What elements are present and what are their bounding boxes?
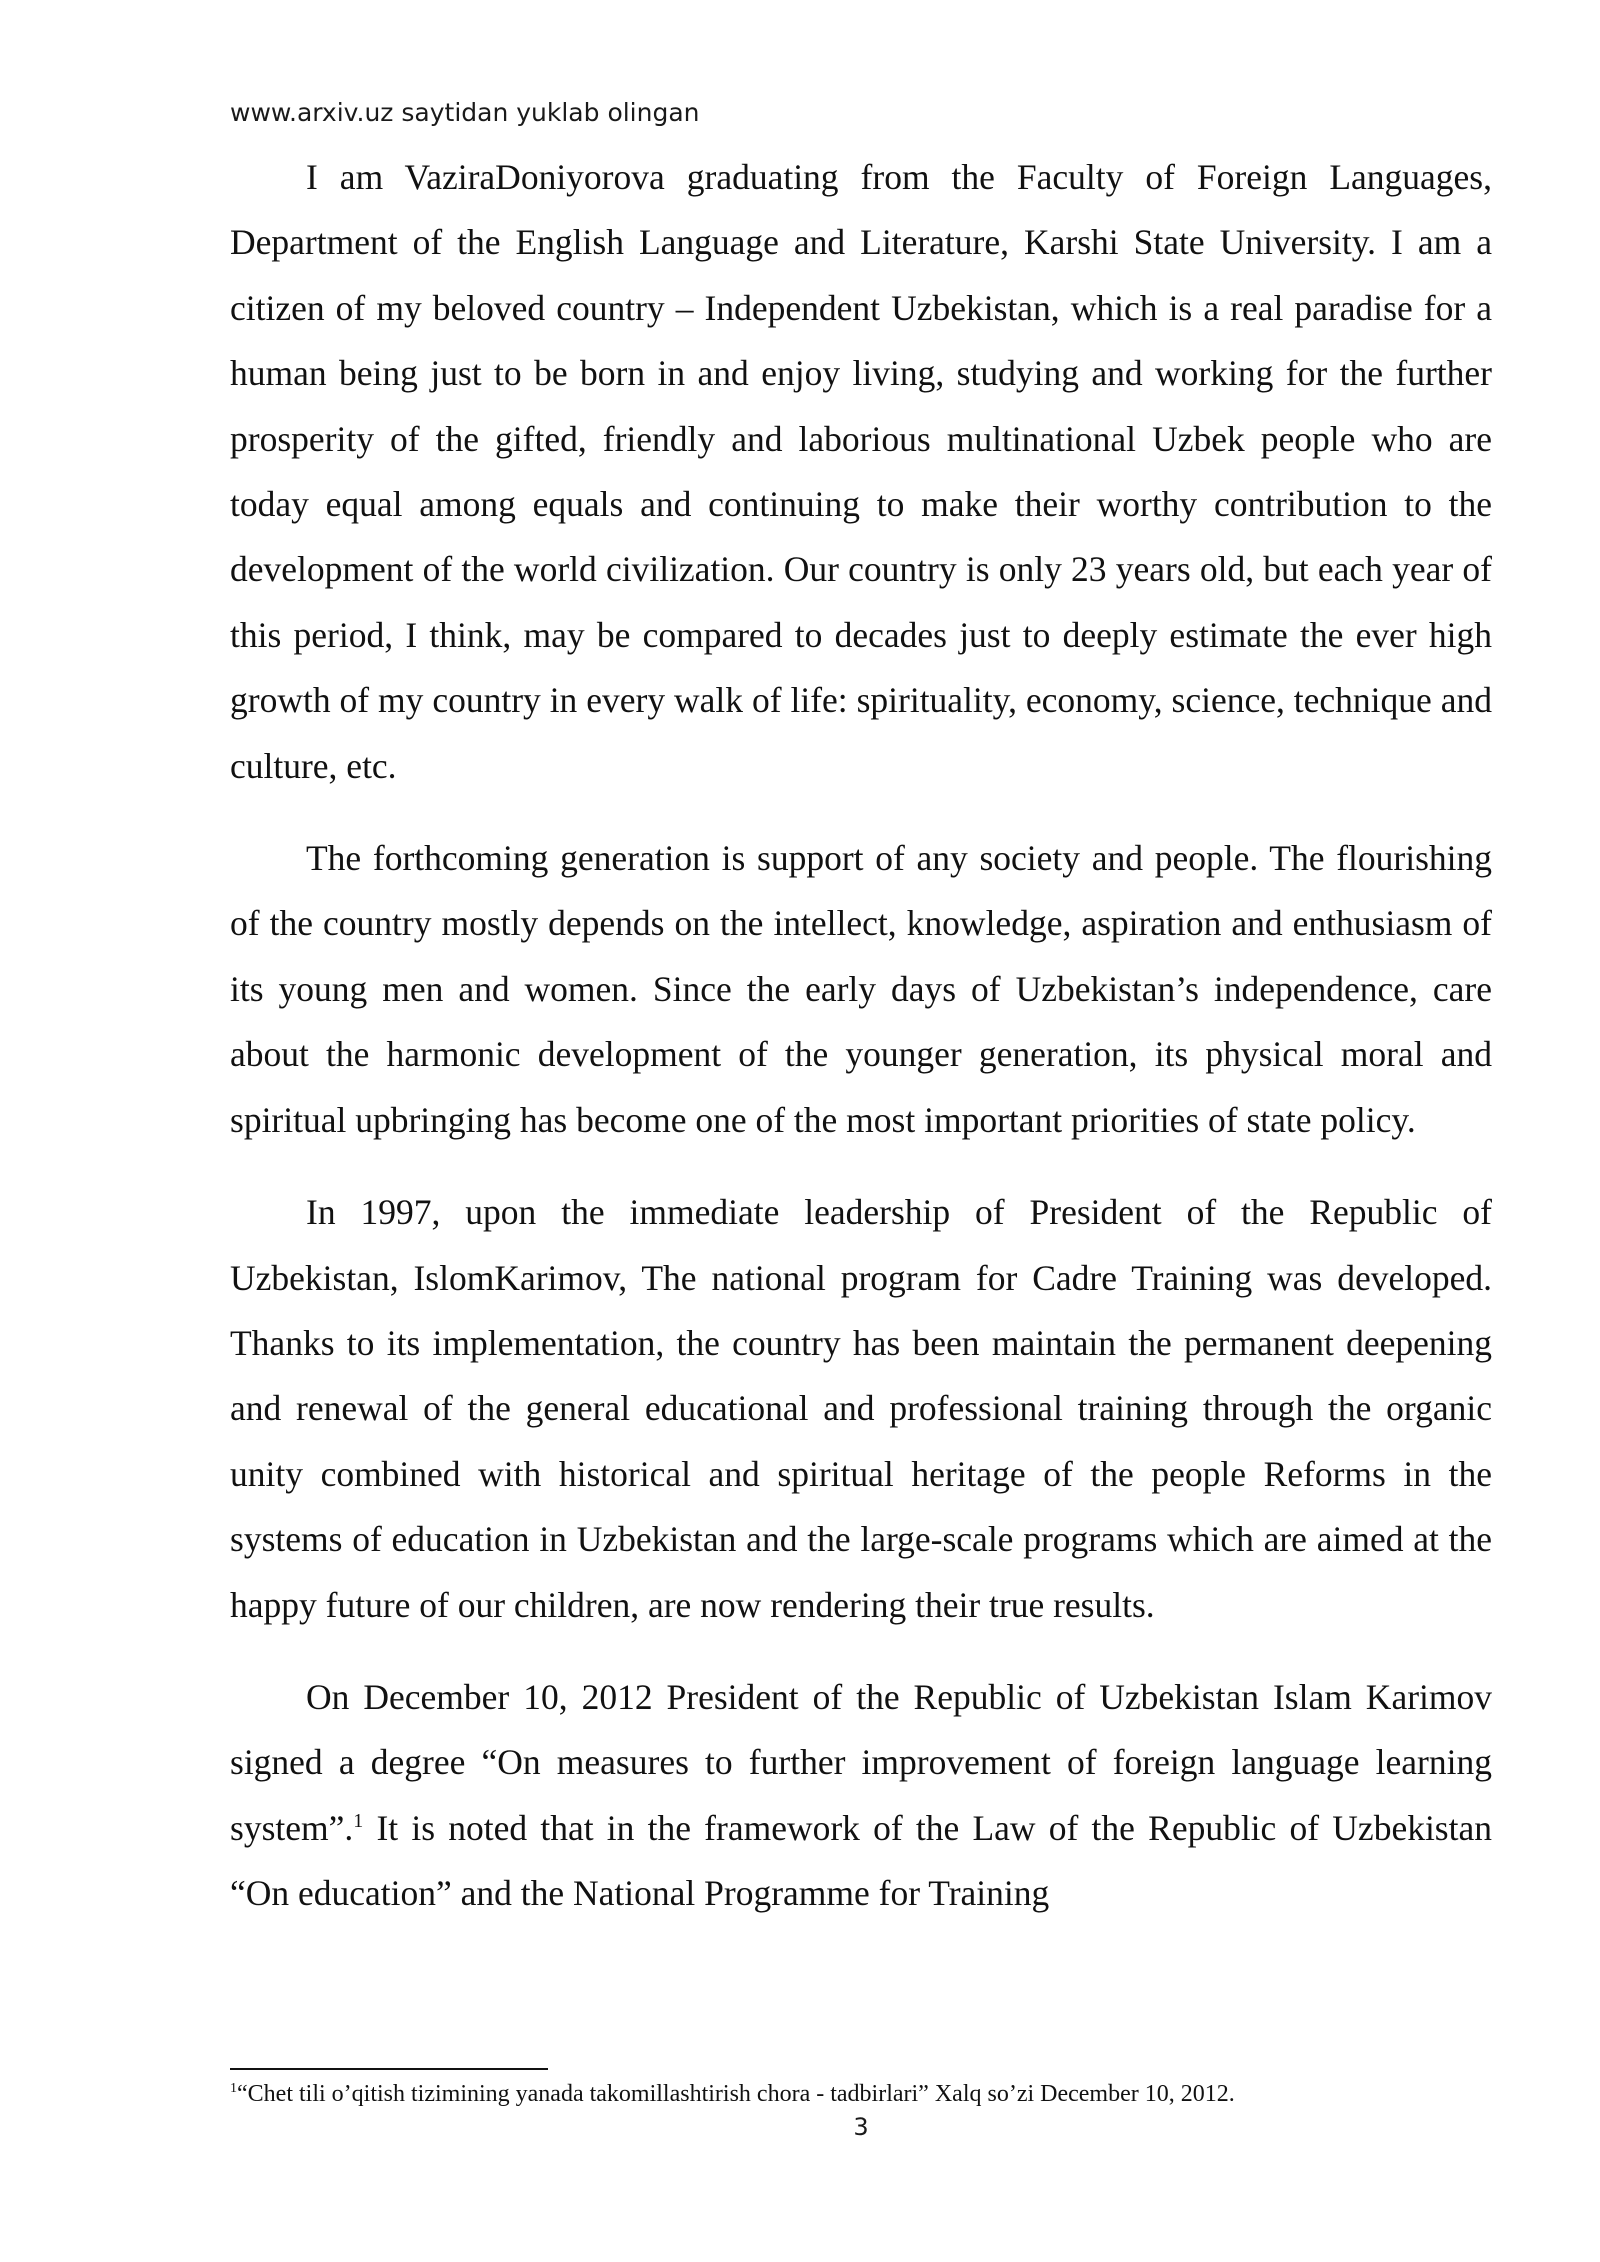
- paragraph-introduction: I am VaziraDoniyorova graduating from the Faculty of Foreign Languages, Department of the English Language and Literature, Karshi State University. I am a citizen of my beloved country – Independent Uzbekistan, which is a real paradise for a human being just to be born in and enjoy living, studying and working for the further prosperity of the gifted, friendly and laborious multinational Uzbek people who are today equal among equals and continuing to make their worthy contribution to the development of the world civilization. Our country is only 23 years old, but each year of this period, I think, may be compared to decades just to deeply estimate the ever high growth of my country in every walk of life: spirituality, economy, science, technique and culture, etc.: [230, 157, 1492, 786]
- footnote-divider: [230, 2068, 548, 2070]
- footnote-reference[interactable]: 1: [353, 1809, 364, 1832]
- page-number: 3: [853, 2113, 869, 2141]
- decree-text-after-reference: It is noted that in the framework of the Law of the Republic of Uzbekistan “On education” and the National Programme for Training: [230, 1807, 1492, 1914]
- decree-text-before-reference: On December 10, 2012 President of the Republic of Uzbekistan Islam Karimov signed a degree “On measures to further improvement of foreign language learning system”.: [230, 1676, 1492, 1848]
- footnote-text: “Chet tili o’qitish tizimining yanada takomillashtirish chora - tadbirlari” Xalq so’zi December 10, 2012.: [237, 2081, 1235, 2107]
- footnote-marker: 1: [230, 2081, 237, 2096]
- paragraph-foreign-language-decree: [230, 1665, 1492, 1927]
- paragraph-cadre-training: In 1997, upon the immediate leadership of President of the Republic of Uzbekistan, IslomKarimov, The national program for Cadre Training was developed. Thanks to its implementation, the country has been maintain the permanent deepening and renewal of the general educational and professional training through the organic unity combined with historical and spiritual heritage of the people Reforms in the systems of education in Uzbekistan and the large-scale programs which are aimed at the happy future of our children, are now rendering their true results.: [230, 1192, 1492, 1625]
- source-header: www.arxiv.uz saytidan yuklab olingan: [230, 98, 700, 127]
- paragraph-young-generation: The forthcoming generation is support of any society and people. The flourishing of the country mostly depends on the intellect, knowledge, aspiration and enthusiasm of its young men and women. Since the early days of Uzbekistan’s independence, care about the harmonic development of the younger generation, its physical moral and spiritual upbringing has become one of the most important priorities of state policy.: [230, 838, 1492, 1140]
- body-text: [230, 145, 1492, 1927]
- footnote: [230, 2078, 1492, 2110]
